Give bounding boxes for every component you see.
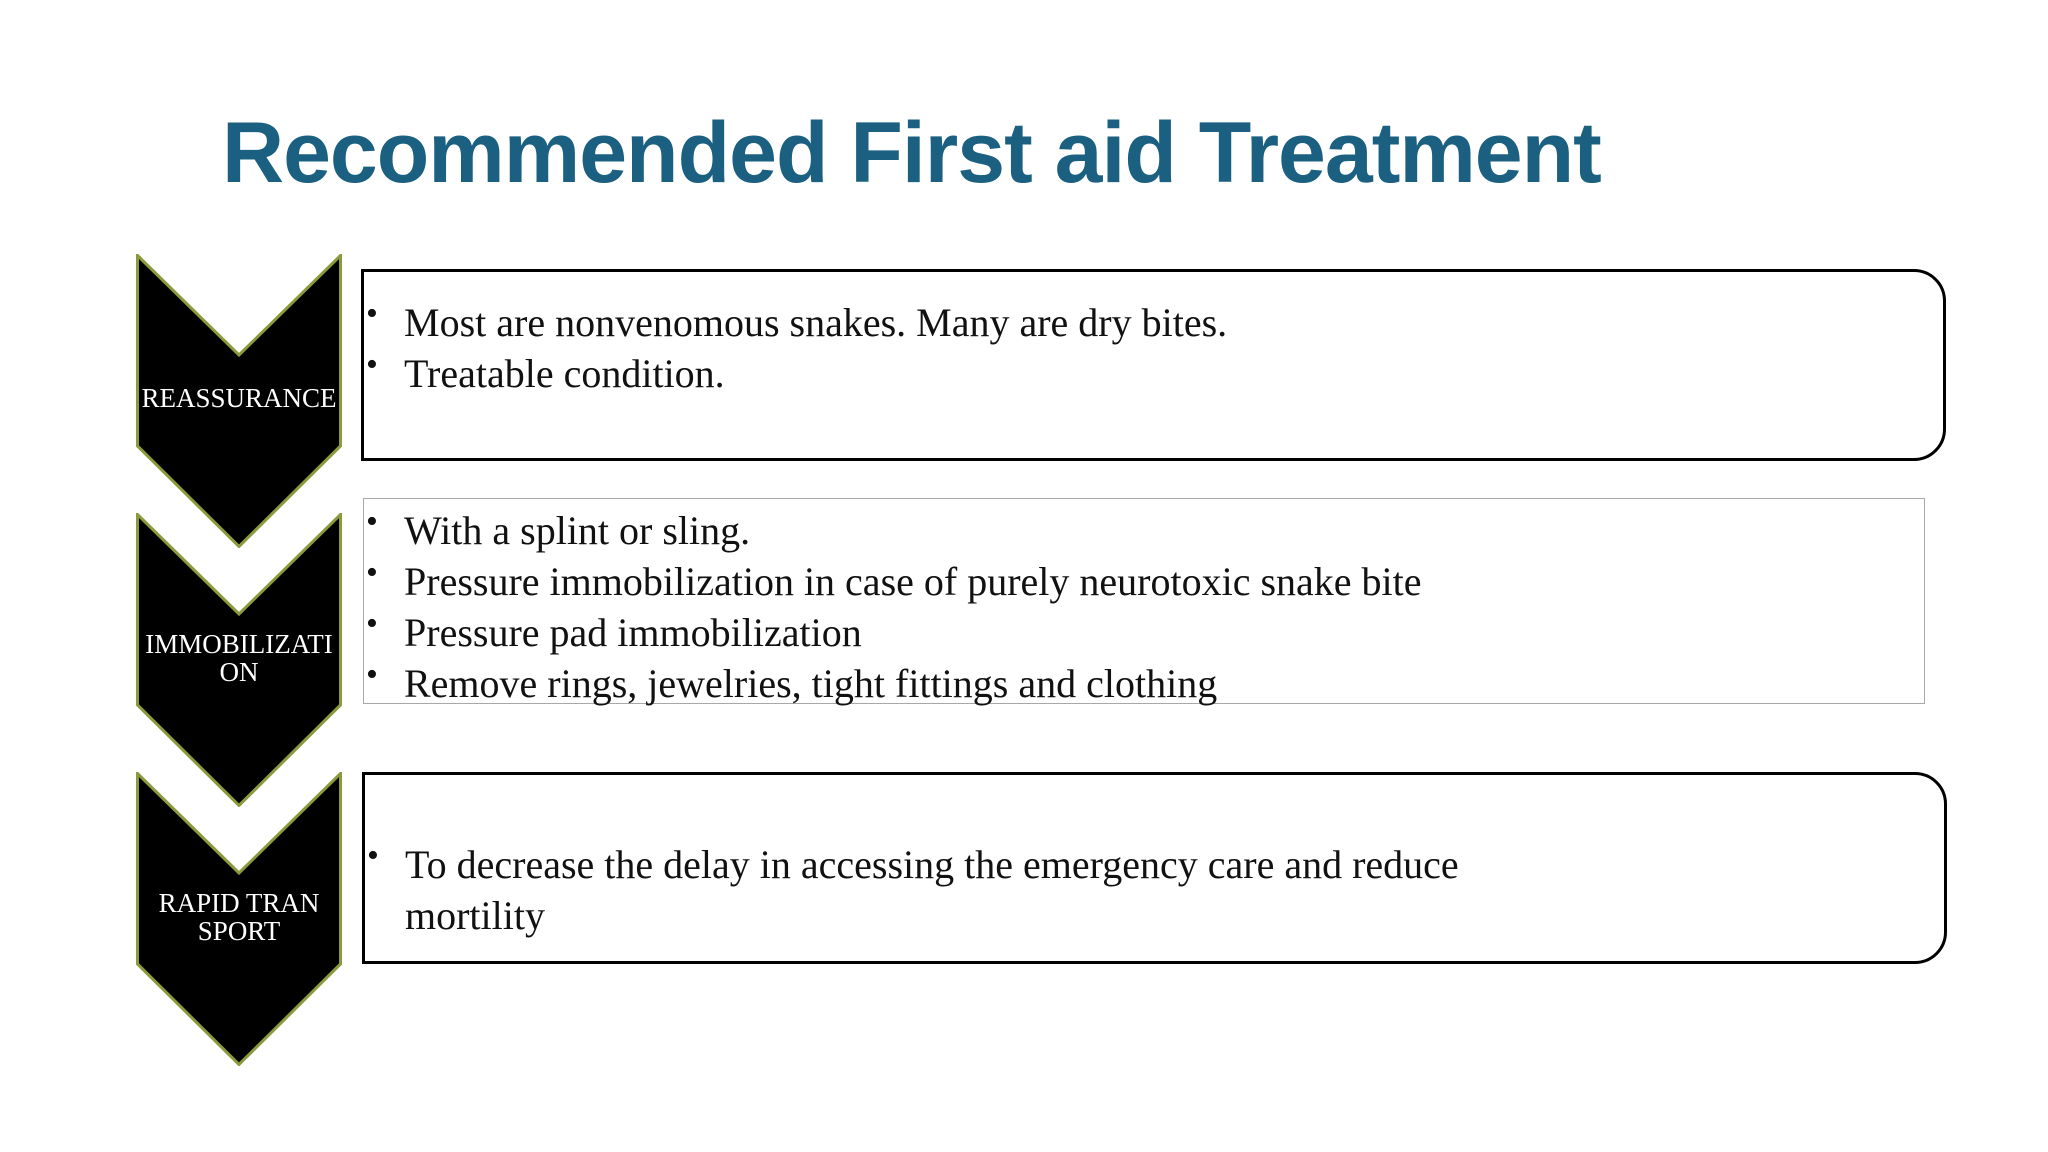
bullet-item: • With a splint or sling. <box>364 505 1924 556</box>
bullet-item: • Treatable condition. <box>364 348 1943 399</box>
bullet-item: • Remove rings, jewelries, tight fittings and clothing <box>364 658 1924 709</box>
bullet-list-reassurance <box>364 297 1943 399</box>
chevron-label-immobilization: IMMOBILIZATION <box>145 629 333 687</box>
chevron-label-reassurance: REASSURANCE <box>141 383 337 413</box>
bullet-list-rapid-transport <box>365 839 1515 941</box>
content-box-rapid-transport <box>362 772 1947 964</box>
chevron-rapid-transport <box>136 772 342 1066</box>
bullet-list-immobilization <box>364 505 1924 709</box>
bullet-item: • Most are nonvenomous snakes. Many are dry bites. <box>364 297 1943 348</box>
chevron-label-rapid-transport: RAPID TRANSPORT <box>158 888 320 946</box>
bullet-item: • Pressure pad immobilization <box>364 607 1924 658</box>
slide-title: Recommended First aid Treatment <box>222 105 1601 201</box>
bullet-item: • Pressure immobilization in case of purely neurotoxic snake bite <box>364 556 1924 607</box>
chevron-immobilization <box>136 513 342 807</box>
content-box-reassurance <box>361 269 1946 461</box>
bullet-item: • To decrease the delay in accessing the emergency care and reduce mortility <box>365 839 1515 941</box>
chevron-reassurance <box>136 254 342 548</box>
content-box-immobilization <box>363 498 1925 704</box>
